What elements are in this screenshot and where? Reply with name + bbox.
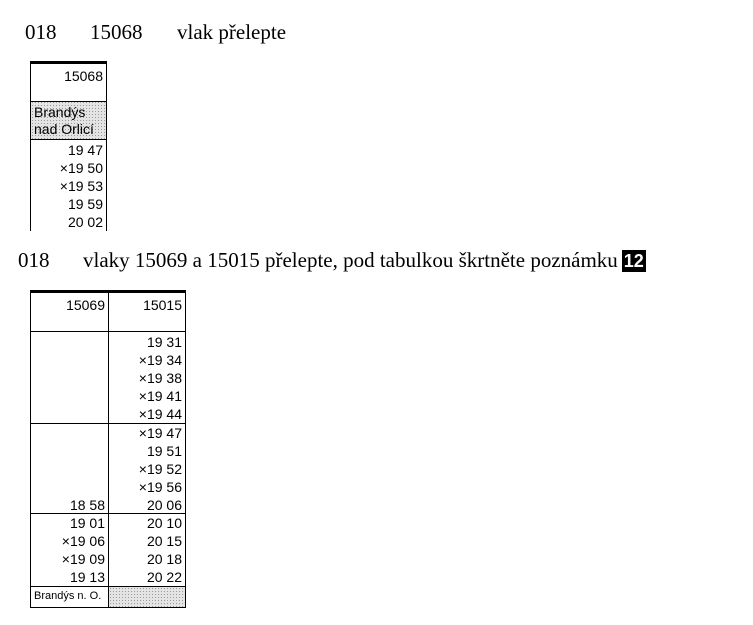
time-cell: 19 13 <box>69 569 105 585</box>
column-15015 <box>108 290 186 608</box>
footer-station-name: Brandýs n. O. <box>34 590 102 602</box>
section1-train-number: 15068 <box>90 20 143 44</box>
table-top-rule <box>31 61 106 64</box>
section2-instruction-text: vlaky 15069 a 15015 přelepte, pod tabulkou škrtněte poznámku <box>83 248 618 272</box>
table-top-rule <box>109 290 185 293</box>
table-rule <box>31 331 108 332</box>
timetable-15068 <box>30 61 107 231</box>
time-cell: 18 58 <box>69 497 105 513</box>
section2-code: 018 <box>18 248 50 272</box>
section1-instruction: vlak přelepte <box>177 20 287 44</box>
time-cell: ×19 06 <box>61 533 105 549</box>
time-cell: ×19 53 <box>59 178 103 194</box>
table-top-rule <box>31 290 108 293</box>
time-cell: 19 51 <box>146 443 182 459</box>
section1-code: 018 <box>25 20 57 44</box>
timetable-15069-15015 <box>30 290 186 608</box>
table-bottom-rule <box>109 607 185 608</box>
footer-shading <box>109 587 185 607</box>
section2-instruction <box>83 248 644 272</box>
time-cell: ×19 38 <box>138 370 182 386</box>
time-cell: 20 18 <box>146 551 182 567</box>
time-cell: 20 15 <box>146 533 182 549</box>
table-bottom-rule <box>31 607 108 608</box>
train-header-15068: 15068 <box>64 68 103 84</box>
note-12-badge: 12 <box>623 251 644 271</box>
station-name-line2: nad Orlicí <box>34 121 94 137</box>
table-rule <box>31 586 108 587</box>
column-15068 <box>30 61 107 231</box>
time-cell: ×19 34 <box>138 352 182 368</box>
time-cell: 19 59 <box>67 196 103 212</box>
table-rule <box>31 139 106 140</box>
time-cell: 20 10 <box>146 515 182 531</box>
time-cell: 19 01 <box>69 515 105 531</box>
time-cell: ×19 09 <box>61 551 105 567</box>
table-rule <box>31 423 108 424</box>
table-rule <box>109 331 185 332</box>
time-cell: 20 02 <box>67 214 103 230</box>
train-header-15015: 15015 <box>143 297 182 313</box>
station-name-line1: Brandýs <box>34 104 86 120</box>
time-cell: ×19 50 <box>59 160 103 176</box>
time-cell: 19 31 <box>146 334 182 350</box>
time-cell: ×19 56 <box>138 479 182 495</box>
time-cell: ×19 41 <box>138 388 182 404</box>
time-cell: 19 47 <box>67 142 103 158</box>
train-header-15069: 15069 <box>66 297 105 313</box>
table-rule <box>31 101 106 102</box>
column-15069 <box>30 290 109 608</box>
time-cell: ×19 47 <box>138 425 182 441</box>
time-cell: 20 06 <box>146 497 182 513</box>
time-cell: ×19 44 <box>138 406 182 422</box>
time-cell: 20 22 <box>146 569 182 585</box>
time-cell: ×19 52 <box>138 461 182 477</box>
